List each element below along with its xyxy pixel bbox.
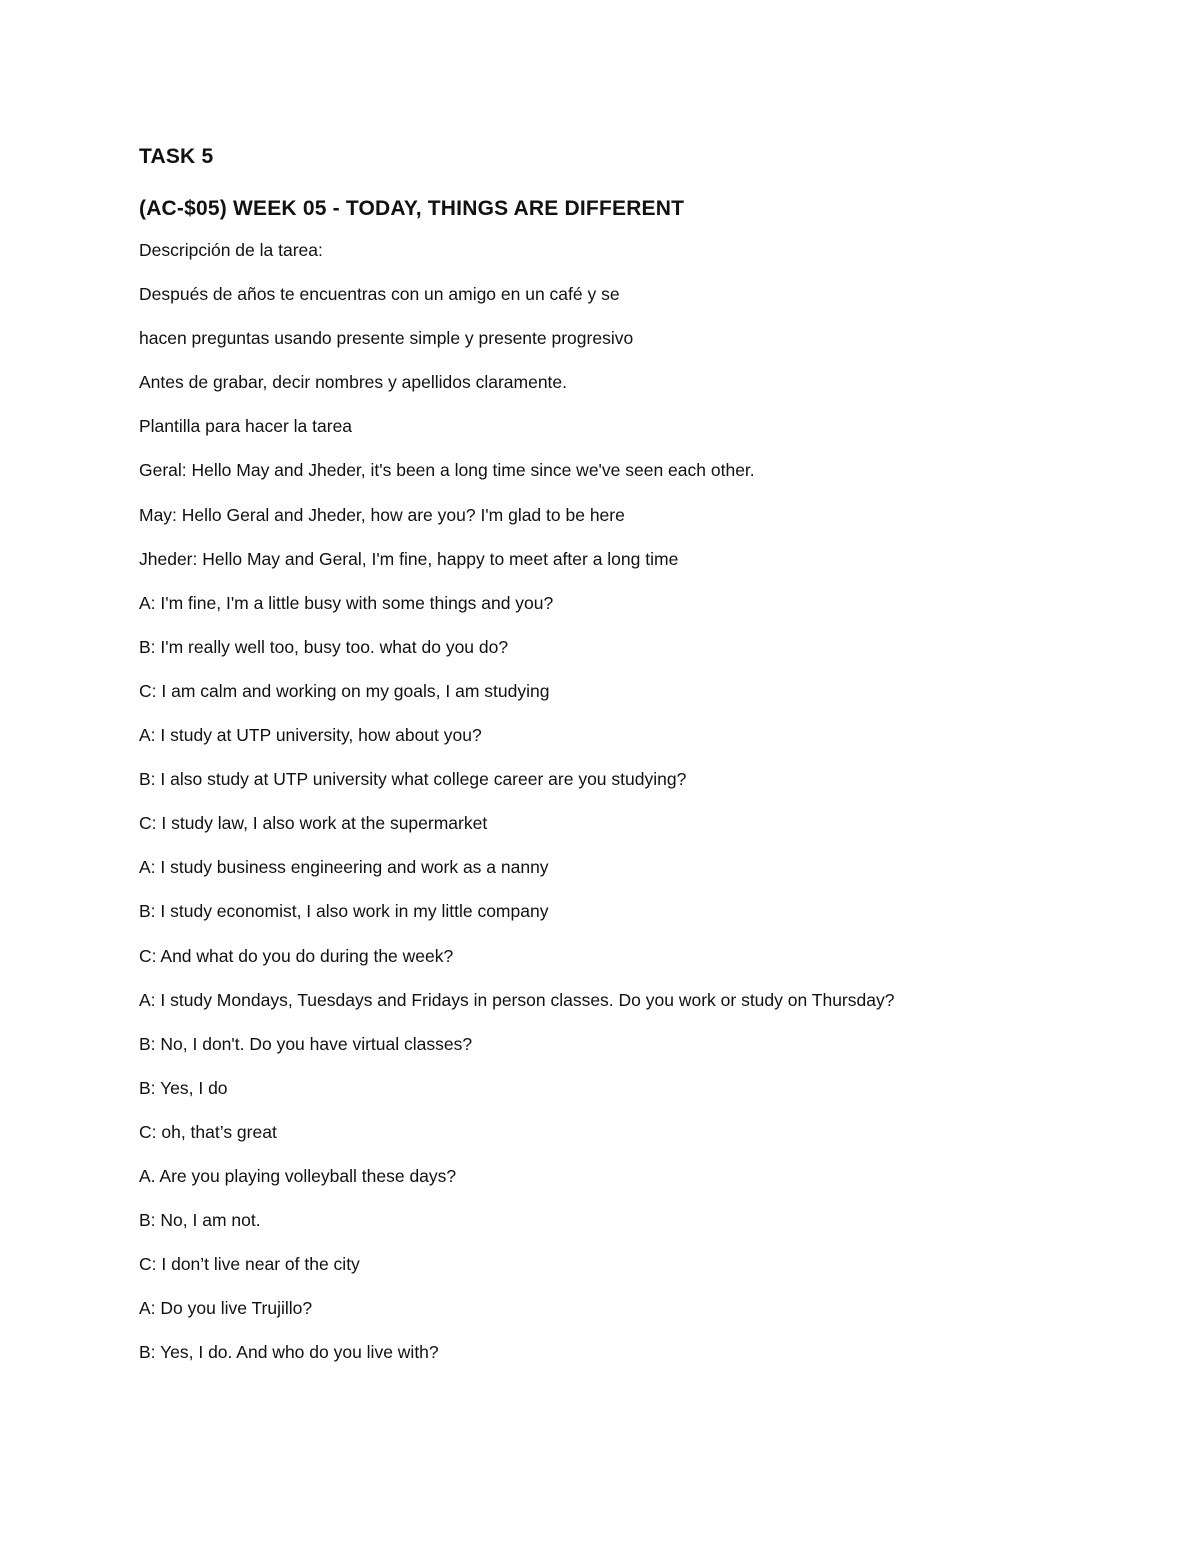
dialogue-line: C: I study law, I also work at the supermarket [139, 813, 488, 834]
dialogue-line: A: I study business engineering and work as a nanny [139, 857, 549, 878]
dialogue-line: Geral: Hello May and Jheder, it's been a long time since we've seen each other. [139, 460, 755, 481]
dialogue-line: A: I study Mondays, Tuesdays and Fridays in person classes. Do you work or study on Thursday? [139, 989, 895, 1010]
dialogue-line: B: No, I don't. Do you have virtual classes? [139, 1033, 473, 1054]
dialogue-line: B: Yes, I do [139, 1077, 228, 1098]
dialogue-line: A: I study at UTP university, how about you? [139, 725, 482, 746]
week-heading: (AC-$05) WEEK 05 - TODAY, THINGS ARE DIFFERENT [139, 197, 685, 220]
task-description-label: Descripción de la tarea: [139, 240, 323, 260]
dialogue-line: B: No, I am not. [139, 1210, 261, 1231]
dialogue-line: C: And what do you do during the week? [139, 945, 454, 966]
dialogue-line: C: oh, that’s great [139, 1121, 277, 1142]
dialogue-line: B: Yes, I do. And who do you live with? [139, 1342, 439, 1363]
dialogue-line: C: I don’t live near of the city [139, 1254, 360, 1275]
dialogue-line: B: I study economist, I also work in my little company [139, 901, 549, 922]
dialogue-line: A: Do you live Trujillo? [139, 1298, 313, 1319]
dialogue-line: A. Are you playing volleyball these days? [139, 1165, 457, 1186]
task-heading: TASK 5 [139, 145, 214, 168]
dialogue-line: A: I'm fine, I'm a little busy with some things and you? [139, 592, 554, 613]
dialogue-line: B: I'm really well too, busy too. what do you do? [139, 636, 509, 657]
task-description-line: hacen preguntas usando presente simple y presente progresivo [139, 328, 634, 349]
dialogue-line: May: Hello Geral and Jheder, how are you? I'm glad to be here [139, 504, 625, 525]
dialogue-line: B: I also study at UTP university what college career are you studying? [139, 769, 687, 790]
dialogue-line: Jheder: Hello May and Geral, I'm fine, happy to meet after a long time [139, 548, 679, 569]
template-label: Plantilla para hacer la tarea [139, 416, 353, 437]
dialogue-line: C: I am calm and working on my goals, I am studying [139, 680, 550, 701]
task-description-line: Después de años te encuentras con un amigo en un café y se [139, 284, 620, 305]
task-instruction-line: Antes de grabar, decir nombres y apellidos claramente. [139, 372, 568, 393]
document-body [139, 142, 1099, 1384]
